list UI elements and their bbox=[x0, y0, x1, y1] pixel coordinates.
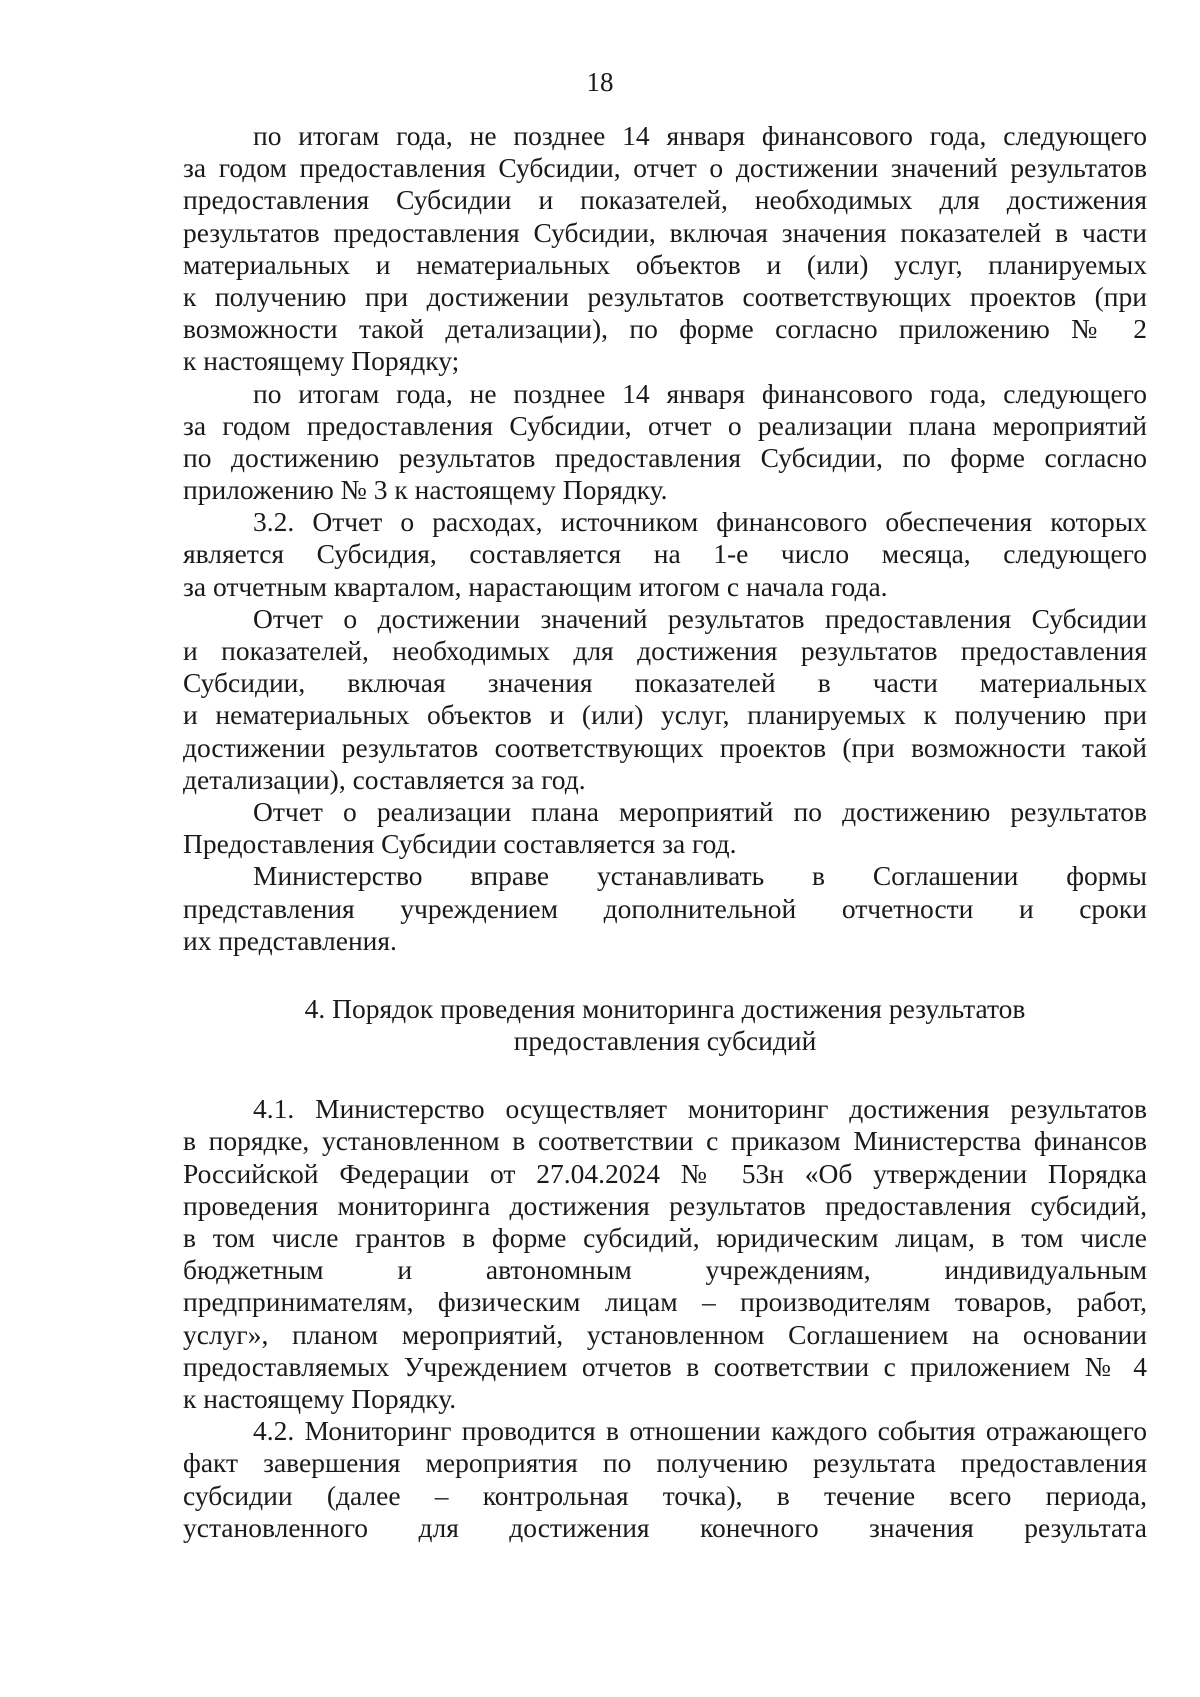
text-line: результатов предоставления Субсидии, включая значения показателей в части bbox=[183, 216, 1147, 248]
paragraph bbox=[183, 603, 1147, 796]
text-line: за годом предоставления Субсидии, отчет о достижении значений результатов bbox=[183, 152, 1147, 184]
paragraph bbox=[183, 796, 1147, 860]
text-line: 4.1. Министерство осуществляет мониторинг достижения результатов bbox=[253, 1093, 1147, 1125]
text-line: проведения мониторинга достижения результатов предоставления субсидий, bbox=[183, 1189, 1147, 1221]
text-line: за годом предоставления Субсидии, отчет о реализации плана мероприятий bbox=[183, 409, 1147, 441]
text-line: факт завершения мероприятия по получению результата предоставления bbox=[183, 1447, 1147, 1479]
text-line: достижении результатов соответствующих проектов (при возможности такой bbox=[183, 731, 1147, 763]
text-line: возможности такой детализации), по форме согласно приложению № 2 bbox=[183, 313, 1147, 345]
text-line: субсидии (далее – контрольная точка), в течение всего периода, bbox=[183, 1479, 1147, 1511]
section-heading bbox=[183, 993, 1147, 1057]
text-line: 3.2. Отчет о расходах, источником финансового обеспечения которых bbox=[253, 506, 1147, 538]
text-line: установленного для достижения конечного значения результата bbox=[183, 1511, 1147, 1543]
section-heading-line-2: предоставления субсидий bbox=[513, 1025, 817, 1057]
section-4-text bbox=[183, 1093, 1147, 1544]
text-line: предоставляемых Учреждением отчетов в соответствии с приложением № 4 bbox=[183, 1350, 1147, 1382]
text-line: представления учреждением дополнительной отчетности и сроки bbox=[183, 892, 1147, 924]
text-line: за отчетным кварталом, нарастающим итогом с начала года. bbox=[183, 570, 888, 602]
page-number: 18 bbox=[586, 67, 614, 97]
text-line: их представления. bbox=[183, 924, 397, 956]
text-line: приложению № 3 к настоящему Порядку. bbox=[183, 474, 668, 506]
paragraph bbox=[183, 378, 1147, 507]
paragraph bbox=[183, 506, 1147, 603]
text-line: Российской Федерации от 27.04.2024 № 53н «Об утверждении Порядка bbox=[183, 1157, 1147, 1189]
text-line: является Субсидия, составляется на 1-е число месяца, следующего bbox=[183, 538, 1147, 570]
text-line: Отчет о достижении значений результатов предоставления Субсидии bbox=[253, 602, 1147, 634]
text-line: по итогам года, не позднее 14 января финансового года, следующего bbox=[253, 120, 1147, 151]
section-3-text bbox=[183, 120, 1147, 957]
paragraph bbox=[183, 120, 1147, 378]
text-line: Министерство вправе устанавливать в Соглашении формы bbox=[253, 860, 1147, 892]
section-heading-line-1: 4. Порядок проведения мониторинга достижения результатов bbox=[304, 992, 1026, 1024]
text-line: к получению при достижении результатов соответствующих проектов (при bbox=[183, 280, 1147, 312]
text-line: в порядке, установленном в соответствии с приказом Министерства финансов bbox=[183, 1125, 1147, 1157]
text-line: по итогам года, не позднее 14 января финансового года, следующего bbox=[253, 377, 1147, 409]
text-line: Отчет о реализации плана мероприятий по достижению результатов bbox=[253, 795, 1147, 827]
text-line: предоставления Субсидии и показателей, необходимых для достижения bbox=[183, 184, 1147, 216]
text-line: материальных и нематериальных объектов и (или) услуг, планируемых bbox=[183, 248, 1147, 280]
paragraph bbox=[183, 1093, 1147, 1415]
text-line: детализации), составляется за год. bbox=[183, 763, 586, 795]
document-body bbox=[183, 120, 1147, 1544]
text-line: и показателей, необходимых для достижения результатов предоставления bbox=[183, 635, 1147, 666]
text-line: Предоставления Субсидии составляется за год. bbox=[183, 828, 737, 860]
text-line: бюджетным и автономным учреждениям, индивидуальным bbox=[183, 1254, 1147, 1286]
text-line: услуг», планом мероприятий, установленном Соглашением на основании bbox=[183, 1318, 1147, 1350]
text-line: предпринимателям, физическим лицам – производителям товаров, работ, bbox=[183, 1286, 1147, 1318]
text-line: по достижению результатов предоставления Субсидии, по форме согласно bbox=[183, 441, 1147, 473]
text-line: к настоящему Порядку; bbox=[183, 345, 460, 377]
text-line: в том числе грантов в форме субсидий, юридическим лицам, в том числе bbox=[183, 1222, 1147, 1254]
paragraph bbox=[183, 860, 1147, 957]
paragraph bbox=[183, 1415, 1147, 1544]
text-line: к настоящему Порядку. bbox=[183, 1382, 457, 1414]
text-line: Субсидии, включая значения показателей в части материальных bbox=[183, 667, 1147, 699]
text-line: и нематериальных объектов и (или) услуг, планируемых к получению при bbox=[183, 699, 1147, 731]
text-line: 4.2. Мониторинг проводится в отношении каждого события отражающего bbox=[253, 1415, 1147, 1447]
